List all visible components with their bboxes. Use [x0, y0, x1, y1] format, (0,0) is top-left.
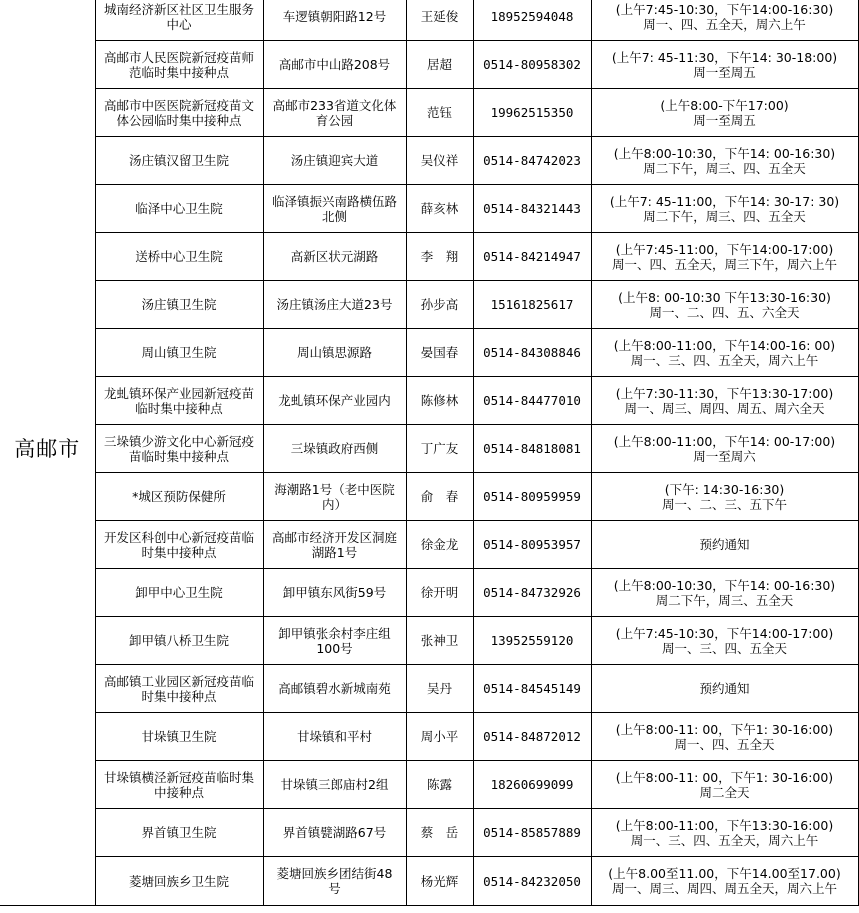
site-name-cell	[95, 473, 263, 521]
contact-person-cell: 杨光辉	[406, 857, 473, 906]
cell-line: (上午8:00-11: 00，下午1: 30-16:00)	[615, 769, 834, 785]
cell-line: (上午8:00-11:00，下午13:30-16:00)	[615, 817, 834, 833]
site-name-cell	[95, 0, 263, 41]
cell-line: 周二下午，周三、四、五全天	[643, 160, 806, 176]
table-row	[0, 521, 858, 569]
cell-line: *城区预防保健所	[132, 489, 226, 504]
cell-line: 高邮市中医医院新冠疫苗文	[103, 97, 254, 113]
service-hours-cell	[591, 89, 858, 137]
address-cell	[263, 377, 406, 425]
site-name-cell	[95, 665, 263, 713]
cell-line: 汤庄镇卫生院	[141, 297, 217, 312]
cell-line: 汤庄镇汉留卫生院	[128, 153, 229, 168]
table-row	[0, 41, 858, 89]
phone-number-cell: 0514-80953957	[473, 521, 591, 569]
cell-line: 甘垛镇横泾新冠疫苗临时集	[103, 769, 254, 785]
service-hours-cell	[591, 0, 858, 41]
phone-number-cell: 19962515350	[473, 89, 591, 137]
site-name-cell	[95, 857, 263, 906]
site-name-cell	[95, 329, 263, 377]
service-hours-cell	[591, 713, 858, 761]
phone-number-cell: 0514-80959959	[473, 473, 591, 521]
cell-line: 中心	[166, 16, 192, 32]
site-name-cell	[95, 521, 263, 569]
cell-line: 高邮市中山路208号	[278, 57, 391, 72]
cell-line: 汤庄镇迎宾大道	[290, 153, 379, 168]
table-row	[0, 281, 858, 329]
table-row	[0, 89, 858, 137]
cell-line: 临泽镇振兴南路横伍路	[271, 193, 397, 209]
cell-line: 周一、二、三、五下午	[661, 496, 787, 512]
cell-line: 周一、二、四、五、六全天	[649, 304, 800, 320]
table-row	[0, 761, 858, 809]
phone-number-cell: 0514-84321443	[473, 185, 591, 233]
cell-line: 高邮市经济开发区洞庭	[271, 529, 397, 545]
cell-line: 汤庄镇汤庄大道23号	[276, 297, 393, 312]
cell-line: 甘垛镇和平村	[296, 729, 372, 744]
service-hours-cell	[591, 761, 858, 809]
contact-person-cell: 徐开明	[406, 569, 473, 617]
site-name-cell	[95, 617, 263, 665]
cell-line: 湖路1号	[311, 544, 358, 560]
cell-line: 周一、四、五全天，周三下午，周六上午	[611, 256, 837, 272]
site-name-cell	[95, 233, 263, 281]
table-row	[0, 809, 858, 857]
phone-number-cell: 0514-85857889	[473, 809, 591, 857]
phone-number-cell: 0514-84545149	[473, 665, 591, 713]
address-cell	[263, 185, 406, 233]
cell-line: 周一、周三、周四、周五、周六全天	[624, 400, 825, 416]
phone-number-cell: 0514-84232050	[473, 857, 591, 906]
cell-line: 高邮市233省道文化体	[272, 97, 397, 113]
cell-line: 甘垛镇三郎庙村2组	[280, 777, 389, 792]
cell-line: 卸甲镇张余村李庄组	[278, 625, 391, 641]
cell-line: 时集中接种点	[141, 544, 217, 560]
site-name-cell	[95, 137, 263, 185]
cell-line: (上午7: 45-11:00，下午14: 30-17: 30)	[609, 193, 840, 209]
address-cell	[263, 809, 406, 857]
phone-number-cell: 0514-84818081	[473, 425, 591, 473]
contact-person-cell: 范钰	[406, 89, 473, 137]
cell-line: (上午8:00-11:00，下午14: 00-17:00)	[613, 433, 836, 449]
cell-line: 周二全天	[699, 784, 750, 800]
phone-number-cell: 0514-84732926	[473, 569, 591, 617]
address-cell	[263, 233, 406, 281]
cell-line: 送桥中心卫生院	[135, 249, 223, 264]
cell-line: (上午8:00-11: 00，下午1: 30-16:00)	[615, 721, 834, 737]
contact-person-cell: 吴丹	[406, 665, 473, 713]
cell-line: 龙虬镇环保产业园新冠疫苗	[103, 385, 254, 401]
table-row	[0, 377, 858, 425]
cell-line: (上午7:45-10:30，下午14:00-17:00)	[615, 625, 834, 641]
cell-line: 周一至周六	[693, 448, 756, 464]
table-row	[0, 617, 858, 665]
service-hours-cell	[591, 41, 858, 89]
address-cell	[263, 0, 406, 41]
site-name-cell	[95, 89, 263, 137]
contact-person-cell: 周小平	[406, 713, 473, 761]
cell-line: 临时集中接种点	[135, 400, 223, 416]
cell-line: 三垛镇少游文化中心新冠疫	[103, 433, 254, 449]
table-row	[0, 0, 858, 41]
cell-line: 周二下午，周三、五全天	[655, 592, 794, 608]
city-name: 高邮市	[0, 0, 95, 906]
cell-line: (上午8.00至11.00，下午14.00至17.00)	[608, 866, 841, 881]
phone-number-cell: 0514-84308846	[473, 329, 591, 377]
cell-line: 卸甲镇东风街59号	[282, 585, 387, 600]
site-name-cell	[95, 569, 263, 617]
cell-line: 海潮路1号（老中医院	[274, 481, 395, 497]
contact-person-cell: 俞 春	[406, 473, 473, 521]
service-hours-cell	[591, 665, 858, 713]
phone-number-cell: 18260699099	[473, 761, 591, 809]
site-name-cell	[95, 281, 263, 329]
address-cell	[263, 713, 406, 761]
table-row	[0, 857, 858, 906]
cell-line: 周一至周五	[693, 112, 756, 128]
address-cell	[263, 137, 406, 185]
contact-person-cell: 李 翔	[406, 233, 473, 281]
address-cell	[263, 521, 406, 569]
cell-line: 中接种点	[153, 784, 204, 800]
cell-line: 周一、三、四、五全天，周六上午	[630, 832, 819, 848]
address-cell	[263, 281, 406, 329]
phone-number-cell: 0514-84214947	[473, 233, 591, 281]
address-cell	[263, 617, 406, 665]
site-name-cell	[95, 185, 263, 233]
cell-line: 体公园临时集中接种点	[116, 112, 242, 128]
service-hours-cell	[591, 857, 858, 906]
phone-number-cell: 13952559120	[473, 617, 591, 665]
cell-line: 号	[328, 881, 341, 896]
cell-line: 临泽中心卫生院	[135, 201, 223, 216]
contact-person-cell: 晏国春	[406, 329, 473, 377]
site-name-cell	[95, 713, 263, 761]
contact-person-cell: 孙步高	[406, 281, 473, 329]
contact-person-cell: 吴仪祥	[406, 137, 473, 185]
cell-line: 周一、四、五全天，周六上午	[643, 16, 806, 32]
contact-person-cell: 蔡 岳	[406, 809, 473, 857]
cell-line: 内）	[321, 496, 347, 512]
address-cell	[263, 857, 406, 906]
cell-line: 菱塘回族乡团结街48	[276, 866, 393, 881]
cell-line: (上午8:00-10:30，下午14: 00-16:30)	[613, 577, 836, 593]
cell-line: 北侧	[321, 208, 347, 224]
cell-line: 周一至周五	[693, 64, 756, 80]
cell-line: 时集中接种点	[141, 688, 217, 704]
service-hours-cell	[591, 137, 858, 185]
cell-line: 周山镇卫生院	[141, 345, 217, 360]
contact-person-cell: 张神卫	[406, 617, 473, 665]
phone-number-cell: 18952594048	[473, 0, 591, 41]
phone-number-cell: 0514-84477010	[473, 377, 591, 425]
address-cell	[263, 41, 406, 89]
phone-number-cell: 0514-84742023	[473, 137, 591, 185]
cell-line: 周一、周三、周四、周五全天，周六上午	[611, 881, 837, 896]
service-hours-cell	[591, 473, 858, 521]
table-row	[0, 665, 858, 713]
cell-line: (上午8:00-10:30，下午14: 00-16:30)	[613, 145, 836, 161]
address-cell	[263, 89, 406, 137]
cell-line: 苗临时集中接种点	[128, 448, 229, 464]
cell-line: 甘垛镇卫生院	[141, 729, 217, 744]
table-row	[0, 329, 858, 377]
table-row	[0, 713, 858, 761]
site-name-cell	[95, 377, 263, 425]
cell-line: 周二下午，周三、四、五全天	[643, 208, 806, 224]
service-hours-cell	[591, 185, 858, 233]
cell-line: 开发区科创中心新冠疫苗临	[103, 529, 254, 545]
cell-line: (上午7:45-11:00，下午14:00-17:00)	[615, 241, 834, 257]
cell-line: 范临时集中接种点	[128, 64, 229, 80]
cell-line: 卸甲中心卫生院	[135, 585, 223, 600]
cell-line: 城南经济新区社区卫生服务	[103, 1, 254, 17]
table-row	[0, 185, 858, 233]
cell-line: (上午8: 00-10:30 下午13:30-16:30)	[618, 289, 831, 305]
service-hours-cell	[591, 281, 858, 329]
service-hours-cell	[591, 329, 858, 377]
cell-line: 100号	[316, 640, 353, 656]
site-name-cell	[95, 41, 263, 89]
table-row	[0, 473, 858, 521]
cell-line: (上午8:00-11:00，下午14:00-16: 00)	[613, 337, 836, 353]
address-cell	[263, 473, 406, 521]
contact-person-cell: 王延俊	[406, 0, 473, 41]
phone-number-cell: 0514-80958302	[473, 41, 591, 89]
cell-line: 高邮镇碧水新城南苑	[278, 681, 391, 696]
cell-line: 卸甲镇八桥卫生院	[128, 633, 229, 648]
site-name-cell	[95, 761, 263, 809]
cell-line: (上午7:30-11:30，下午13:30-17:00)	[615, 385, 834, 401]
cell-line: 高邮镇工业园区新冠疫苗临	[103, 673, 254, 689]
phone-number-cell: 15161825617	[473, 281, 591, 329]
address-cell	[263, 665, 406, 713]
cell-line: 周一、三、四、五全天，周六上午	[630, 352, 819, 368]
service-hours-cell	[591, 617, 858, 665]
service-hours-cell	[591, 233, 858, 281]
address-cell	[263, 761, 406, 809]
contact-person-cell: 居超	[406, 41, 473, 89]
cell-line: 周一、三、四、五全天	[661, 640, 787, 656]
service-hours-cell	[591, 425, 858, 473]
cell-line: (下午: 14:30-16:30)	[664, 481, 785, 497]
site-name-cell	[95, 809, 263, 857]
address-cell	[263, 569, 406, 617]
service-hours-cell	[591, 377, 858, 425]
contact-person-cell: 徐金龙	[406, 521, 473, 569]
cell-line: (上午8:00-下午17:00)	[660, 97, 789, 113]
cell-line: 育公园	[315, 112, 354, 128]
table-row	[0, 425, 858, 473]
contact-person-cell: 陈露	[406, 761, 473, 809]
address-cell	[263, 425, 406, 473]
cell-line: 菱塘回族乡卫生院	[128, 873, 229, 889]
cell-line: 界首镇卫生院	[141, 825, 217, 840]
cell-line: (上午7:45-10:30，下午14:00-16:30)	[615, 1, 834, 17]
cell-line: 界首镇甓湖路67号	[282, 825, 387, 840]
cell-line: 预约通知	[699, 681, 750, 696]
cell-line: 预约通知	[699, 537, 750, 552]
cell-line: 周一、四、五全天	[674, 736, 775, 752]
site-name-cell	[95, 425, 263, 473]
cell-line: (上午7: 45-11:30，下午14: 30-18:00)	[611, 49, 838, 65]
table-row	[0, 233, 858, 281]
table-row	[0, 137, 858, 185]
address-cell	[263, 329, 406, 377]
cell-line: 周山镇思源路	[296, 345, 372, 360]
service-hours-cell	[591, 569, 858, 617]
contact-person-cell: 陈修林	[406, 377, 473, 425]
cell-line: 高邮市人民医院新冠疫苗师	[103, 49, 254, 65]
phone-number-cell: 0514-84872012	[473, 713, 591, 761]
service-hours-cell	[591, 809, 858, 857]
cell-line: 三垛镇政府西侧	[290, 441, 379, 456]
cell-line: 龙虬镇环保产业园内	[278, 393, 391, 408]
contact-person-cell: 丁广友	[406, 425, 473, 473]
cell-line: 车逻镇朝阳路12号	[282, 9, 387, 24]
table-row	[0, 569, 858, 617]
cell-line: 高新区状元湖路	[290, 249, 379, 264]
contact-person-cell: 薛亥林	[406, 185, 473, 233]
service-hours-cell	[591, 521, 858, 569]
